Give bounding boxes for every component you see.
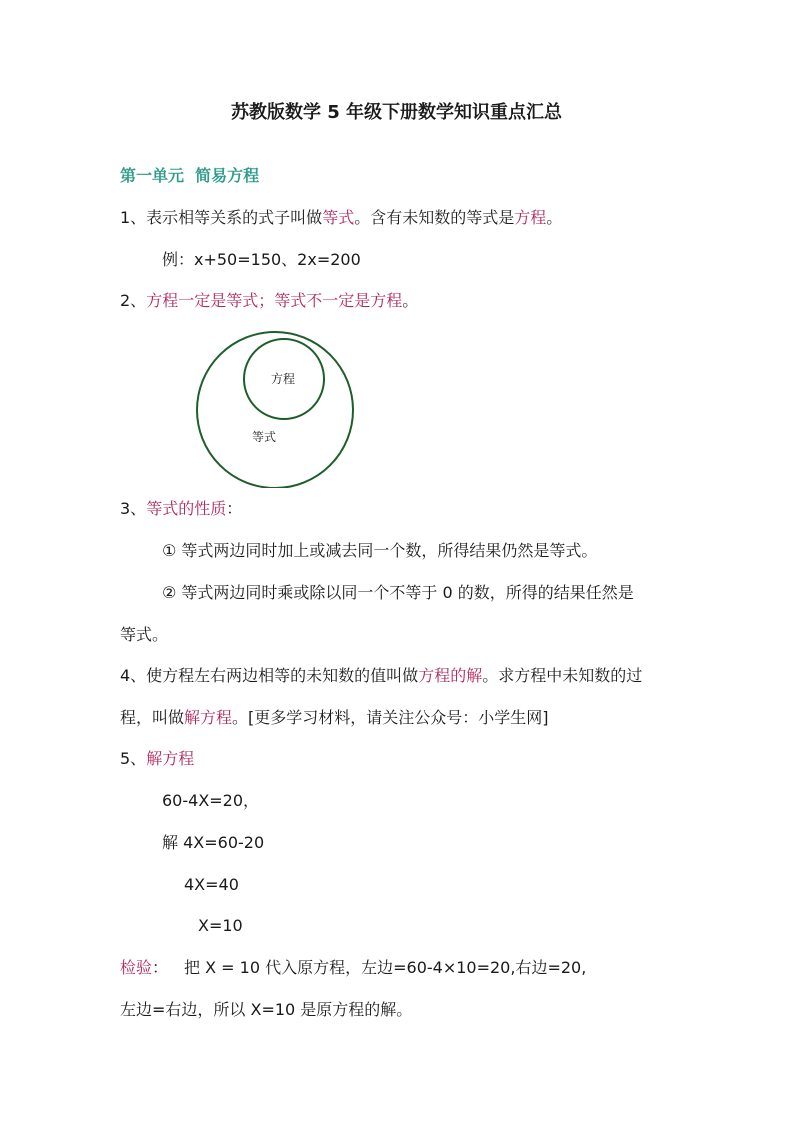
item-3-highlight: 等式的性质 xyxy=(146,499,227,518)
item-4-text-mid: 。求方程中未知数的过 xyxy=(482,666,643,685)
check-line-1 xyxy=(120,957,586,979)
solution-step-2: 解 4X=60-20 xyxy=(162,833,265,852)
item-4-line-2-prefix: 程，叫做 xyxy=(120,708,185,727)
solution-step-4: X=10 xyxy=(198,916,243,935)
item-1 xyxy=(120,207,562,229)
item-5 xyxy=(120,748,194,770)
item-1-text-mid: 。含有未知数的等式是 xyxy=(354,208,515,227)
item-3-end: ： xyxy=(226,499,243,518)
term-equation: 方程 xyxy=(514,208,547,227)
outer-label: 等式 xyxy=(251,430,277,444)
check-text: 把 X = 10 代入原方程，左边=60-4×10=20,右边=20, xyxy=(184,958,587,977)
term-solution: 方程的解 xyxy=(418,666,483,685)
item-3-number: 3、 xyxy=(120,499,147,518)
check-colon: ： xyxy=(152,958,169,977)
solution-step-3: 4X=40 xyxy=(184,875,239,894)
item-2 xyxy=(120,290,418,312)
property-1: ① 等式两边同时加上或减去同一个数，所得结果仍然是等式。 xyxy=(162,541,598,560)
item-4-line-2-end: 。[更多学习材料，请关注公众号：小学生网] xyxy=(232,708,549,727)
item-5-number: 5、 xyxy=(120,749,147,768)
venn-diagram xyxy=(192,322,418,488)
page-title: 苏教版数学 5 年级下册数学知识重点汇总 xyxy=(230,102,563,123)
item-1-text-end: 。 xyxy=(546,208,563,227)
item-4-line-1 xyxy=(120,665,642,687)
item-2-end: 。 xyxy=(402,291,419,310)
inner-label: 方程 xyxy=(270,372,296,386)
item-3 xyxy=(120,498,242,520)
example-line: 例：x+50=150、2x=200 xyxy=(162,250,361,269)
check-label: 检验 xyxy=(120,958,153,977)
item-2-highlight: 方程一定是等式；等式不一定是方程 xyxy=(146,291,403,310)
term-solve-equation: 解方程 xyxy=(184,708,233,727)
outer-circle-equality xyxy=(197,332,353,488)
item-4-line-2 xyxy=(120,707,549,729)
property-2-line-1: ② 等式两边同时乘或除以同一个不等于 0 的数，所得的结果任然是 xyxy=(162,583,634,602)
unit-heading xyxy=(120,165,259,187)
term-equation-equality: 等式 xyxy=(322,208,355,227)
item-2-number: 2、 xyxy=(120,291,147,310)
item-4-text: 4、使方程左右两边相等的未知数的值叫做 xyxy=(120,666,419,685)
item-5-highlight: 解方程 xyxy=(146,749,195,768)
property-2-line-2: 等式。 xyxy=(120,625,169,644)
venn-diagram-svg xyxy=(192,322,418,488)
solution-step-1: 60-4X=20， xyxy=(162,791,260,810)
unit-name: 简易方程 xyxy=(195,166,260,185)
item-1-text: 1、表示相等关系的式子叫做 xyxy=(120,208,323,227)
check-line-2: 左边=右边，所以 X=10 是原方程的解。 xyxy=(120,1000,413,1019)
unit-label: 第一单元 xyxy=(120,166,185,185)
